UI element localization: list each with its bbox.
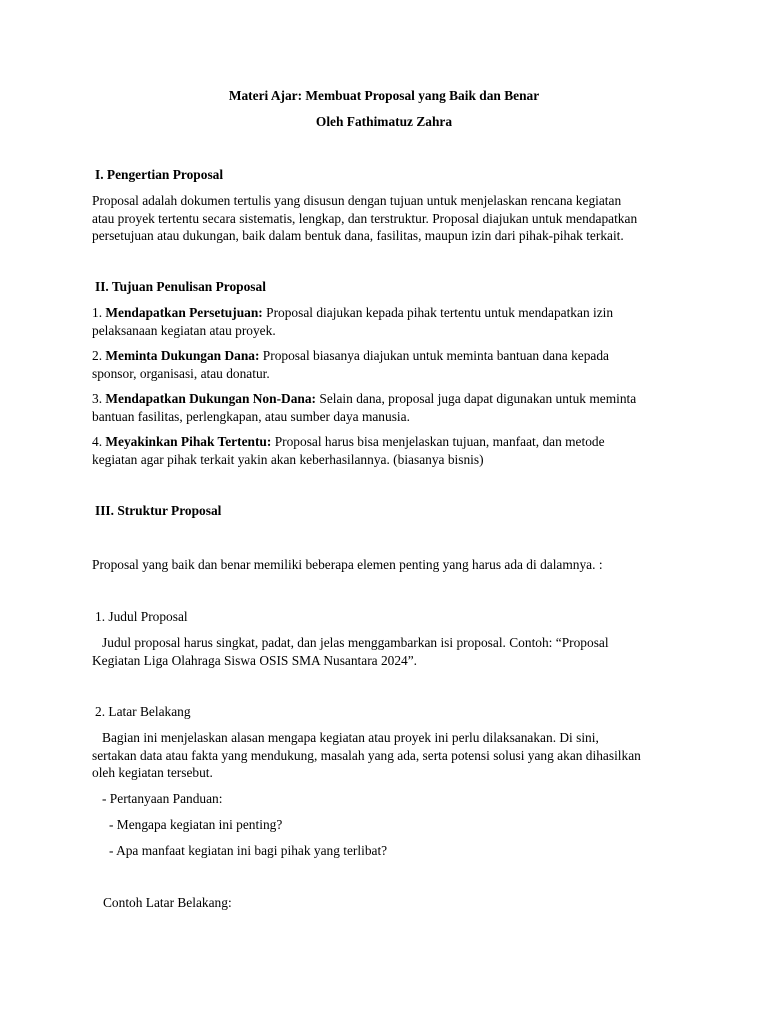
section1-paragraph: Proposal adalah dokumen tertulis yang disusun dengan tujuan untuk menjelaskan rencana kegiatan atau proyek tertentu secara sistematis, lengkap, dan terstruktur. Proposal diajukan untuk mendapatkan persetujuan atau dukungan, baik dalam bentuk dana, fasilitas, maupun izin dari pihak-pihak terkait.	[92, 193, 638, 243]
section2-item-1: 1. Mendapatkan Persetujuan: Proposal diajukan kepada pihak tertentu untuk mendapatkan izin pelaksanaan kegiatan atau proyek.	[92, 305, 614, 338]
section-heading-1: I. Pengertian Proposal	[95, 167, 224, 182]
guide-question-1: - Mengapa kegiatan ini penting?	[109, 817, 283, 832]
subsection-heading-2: 2. Latar Belakang	[95, 704, 191, 719]
section2-item-3: 3. Mendapatkan Dukungan Non-Dana: Selain dana, proposal juga dapat digunakan untuk meminta bantuan fasilitas, perlengkapan, atau sumber daya manusia.	[92, 391, 637, 424]
section-heading-3: III. Struktur Proposal	[95, 503, 222, 518]
guide-questions-label: - Pertanyaan Panduan:	[102, 791, 223, 806]
guide-question-2: - Apa manfaat kegiatan ini bagi pihak yang terlibat?	[109, 843, 388, 858]
section2-item-4: 4. Meyakinkan Pihak Tertentu: Proposal harus bisa menjelaskan tujuan, manfaat, dan metode kegiatan agar pihak terkait yakin akan keberhasilannya. (biasanya bisnis)	[92, 434, 605, 467]
document-author: Oleh Fathimatuz Zahra	[315, 114, 453, 129]
subsection-heading-1: 1. Judul Proposal	[95, 609, 188, 624]
subsection2-paragraph: Bagian ini menjelaskan alasan mengapa kegiatan atau proyek ini perlu dilaksanakan. Di sini, sertakan data atau fakta yang mendukung, masalah yang ada, serta potensi solusi yang akan dihasilkan oleh kegiatan tersebut.	[92, 730, 641, 780]
section-heading-2: II. Tujuan Penulisan Proposal	[95, 279, 266, 294]
example-label: Contoh Latar Belakang:	[103, 895, 232, 910]
subsection1-paragraph: Judul proposal harus singkat, padat, dan jelas menggambarkan isi proposal. Contoh: “Proposal Kegiatan Liga Olahraga Siswa OSIS SMA Nusantara 2024”.	[92, 635, 609, 668]
document-title: Materi Ajar: Membuat Proposal yang Baik dan Benar	[228, 88, 540, 103]
section2-item-2: 2. Meminta Dukungan Dana: Proposal biasanya diajukan untuk meminta bantuan dana kepada sponsor, organisasi, atau donatur.	[92, 348, 609, 381]
section3-intro: Proposal yang baik dan benar memiliki beberapa elemen penting yang harus ada di dalamnya. :	[92, 557, 603, 572]
